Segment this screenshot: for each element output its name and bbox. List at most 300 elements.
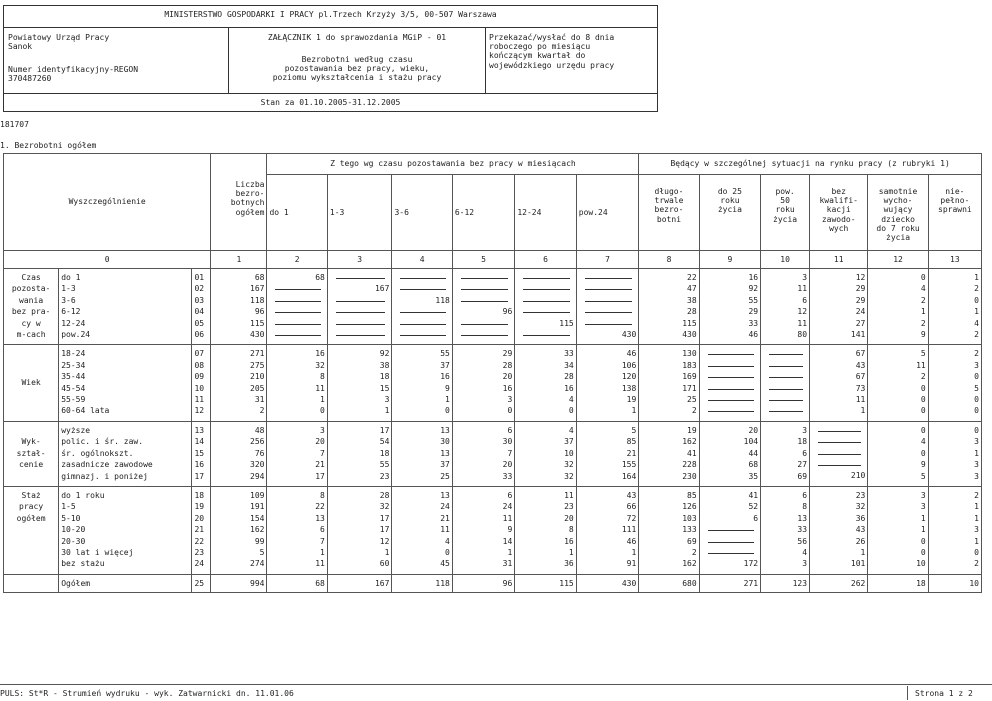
cell-value: 1 [920, 513, 926, 523]
cell-value: 183 [682, 360, 697, 370]
data-column [515, 269, 576, 345]
total-value: 96 [452, 574, 514, 592]
data-column [327, 269, 392, 345]
data-column [699, 421, 760, 486]
cell-value: 13 [797, 513, 808, 523]
cell-value: 67 [855, 349, 866, 359]
cell-value: 33 [748, 318, 759, 328]
document-code: 181707 [0, 120, 29, 129]
total-value: 271 [699, 574, 760, 592]
cell-value: 18 [379, 448, 390, 458]
cell-value: 37 [564, 437, 574, 447]
empty-value-dash [517, 329, 573, 340]
cell-value: 230 [682, 471, 697, 481]
total-value: 123 [761, 574, 810, 592]
data-column [267, 345, 327, 421]
office-name: Powiatowy Urząd Pracy Sanok [8, 33, 110, 52]
page-number: Strona 1 z 2 [915, 689, 973, 698]
total-value: 430 [576, 574, 639, 592]
cell-value: 2 [920, 295, 926, 305]
empty-value-dash [394, 283, 449, 294]
cell-value: 205 [250, 383, 265, 393]
cell-value: 12 [797, 307, 808, 317]
cell-value: 162 [682, 559, 697, 569]
cell-value: 23 [564, 502, 574, 512]
cell-value: 38 [687, 295, 697, 305]
footer-print-info: PULS: St*R - Strumień wydruku - wyk. Zatwarnicki dn. 11.01.06 [0, 689, 294, 698]
cell-value: 130 [682, 349, 697, 359]
cell-value: 2 [259, 406, 265, 416]
header-special-group: Będący w szczególnej sytuacji na rynku pracy (z rubryki 1) [639, 154, 982, 175]
cell-value: 1 [974, 513, 979, 523]
cell-value: 101 [850, 559, 866, 569]
empty-value-dash [702, 524, 758, 535]
cell-value: 126 [682, 502, 697, 512]
row-labels: do 1 1-3 3-6 6-12 12-24 pow.24 [59, 269, 192, 345]
header-special-col: do 25 roku życia [699, 175, 760, 251]
cell-value: 11 [797, 318, 808, 328]
cell-value: 34 [564, 360, 574, 370]
cell-value: 155 [621, 460, 637, 470]
cell-value: 167 [374, 284, 390, 294]
cell-value: 68 [254, 273, 265, 282]
cell-value: 3 [802, 425, 808, 435]
cell-value: 294 [250, 471, 265, 481]
cell-value: 23 [855, 490, 866, 500]
cell-value: 29 [748, 307, 759, 317]
cell-value: 11 [564, 490, 574, 500]
header-description: Wyszczególnienie [4, 154, 211, 251]
empty-value-dash [394, 318, 449, 329]
total-value: 167 [327, 574, 392, 592]
empty-value-dash [702, 383, 758, 394]
empty-value-dash [702, 394, 758, 405]
empty-value-dash [517, 306, 573, 317]
empty-value-dash [763, 394, 807, 405]
cell-value: 37 [440, 360, 450, 370]
cell-value: 115 [682, 318, 697, 328]
empty-value-dash [269, 329, 324, 340]
column-number: 2 [267, 251, 327, 269]
cell-value: 24 [855, 307, 866, 317]
footer-separator [907, 686, 908, 700]
cell-value: 9 [445, 383, 450, 393]
cell-value: 167 [250, 284, 265, 294]
column-number: 1 [211, 251, 267, 269]
empty-value-dash [269, 306, 324, 317]
column-number: 7 [576, 251, 639, 269]
data-column [576, 345, 639, 421]
cell-value: 18 [379, 372, 390, 382]
cell-value: 6 [802, 490, 808, 500]
cell-value: 2 [974, 490, 979, 500]
cell-value: 29 [855, 295, 866, 305]
empty-value-dash [579, 295, 637, 306]
empty-value-dash [763, 405, 807, 416]
cell-value: 69 [687, 536, 697, 546]
cell-value: 13 [440, 448, 450, 458]
footer-divider [0, 684, 992, 685]
cell-value: 10 [916, 559, 926, 569]
data-column [868, 269, 928, 345]
cell-value: 256 [250, 437, 265, 447]
cell-value: 7 [320, 448, 325, 458]
data-column [267, 421, 327, 486]
data-column [392, 486, 452, 574]
cell-value: 52 [748, 502, 759, 512]
data-column [639, 269, 699, 345]
cell-value: 17 [379, 513, 390, 523]
cell-value: 21 [315, 460, 325, 470]
data-column [327, 421, 392, 486]
total-value: 115 [515, 574, 576, 592]
cell-value: 12 [855, 273, 866, 282]
cell-value: 1 [568, 547, 574, 557]
cell-value: 23 [379, 471, 390, 481]
cell-value: 16 [440, 372, 450, 382]
data-column [211, 345, 267, 421]
cell-value: 3 [802, 273, 808, 282]
data-column [211, 486, 267, 574]
cell-value: 4 [568, 425, 574, 435]
data-column [576, 269, 639, 345]
empty-value-dash [812, 459, 865, 470]
empty-value-dash [579, 272, 637, 283]
cell-value: 275 [250, 360, 265, 370]
cell-value: 43 [855, 525, 866, 535]
cell-value: 17 [315, 471, 325, 481]
cell-value: 430 [621, 329, 637, 339]
cell-value: 111 [621, 525, 637, 535]
cell-value: 4 [920, 284, 926, 294]
cell-value: 271 [250, 349, 265, 359]
cell-value: 11 [855, 395, 866, 405]
cell-value: 20 [502, 372, 513, 382]
cell-value: 8 [568, 525, 574, 535]
cell-value: 85 [687, 490, 697, 500]
cell-value: 3 [920, 502, 926, 512]
empty-value-dash [702, 348, 758, 359]
cell-value: 0 [920, 383, 926, 393]
empty-value-dash [455, 295, 512, 306]
cell-value: 1 [860, 547, 866, 557]
empty-value-dash [763, 360, 807, 371]
cell-value: 29 [855, 284, 866, 294]
cell-value: 56 [797, 536, 808, 546]
data-column [639, 486, 699, 574]
cell-value: 27 [797, 460, 808, 470]
divider [485, 27, 486, 93]
attachment-description: Bezrobotni według czasu pozostawania bez pracy, wieku, poziomu wykształcenia i stażu pracy [272, 55, 442, 83]
cell-value: 36 [564, 559, 574, 569]
table-row [4, 345, 982, 421]
empty-value-dash [763, 371, 807, 382]
data-column [761, 269, 810, 345]
cell-value: 99 [254, 536, 265, 546]
cell-value: 16 [502, 383, 513, 393]
cell-value: 4 [568, 395, 574, 405]
data-column [327, 345, 392, 421]
cell-value: 8 [320, 490, 325, 500]
cell-value: 3 [974, 437, 979, 447]
cell-value: 7 [507, 448, 513, 458]
data-column [639, 421, 699, 486]
data-column [392, 345, 452, 421]
section-name: Wyk- ształ- cenie [4, 421, 59, 486]
empty-value-dash [702, 360, 758, 371]
empty-value-dash [517, 283, 573, 294]
cell-value: 1 [974, 502, 979, 512]
total-code: 25 [192, 574, 211, 592]
empty-value-dash [702, 547, 758, 558]
data-column [576, 486, 639, 574]
total-row [4, 574, 982, 592]
cell-value: 43 [626, 490, 637, 500]
header-time-group: Z tego wg czasu pozostawania bez pracy w miesiącach [267, 154, 639, 175]
column-number: 0 [4, 251, 211, 269]
cell-value: 1 [320, 395, 325, 405]
cell-value: 1 [974, 273, 979, 282]
column-number: 11 [810, 251, 868, 269]
cell-value: 0 [974, 295, 979, 305]
data-column [928, 269, 981, 345]
cell-value: 103 [682, 513, 697, 523]
column-number: 3 [327, 251, 392, 269]
empty-value-dash [763, 348, 807, 359]
cell-value: 1 [445, 395, 450, 405]
cell-value: 5 [920, 471, 926, 481]
cell-value: 16 [564, 383, 574, 393]
cell-value: 80 [797, 330, 808, 340]
cell-value: 8 [320, 372, 325, 382]
cell-value: 28 [502, 360, 513, 370]
section-name: Wiek [4, 345, 59, 421]
cell-value: 1 [320, 547, 325, 557]
cell-value: 191 [250, 502, 265, 512]
cell-value: 27 [855, 318, 866, 328]
cell-value: 3 [974, 525, 979, 535]
cell-value: 30 [502, 437, 513, 447]
cell-value: 7 [320, 536, 325, 546]
cell-value: 164 [621, 471, 637, 481]
cell-value: 118 [435, 295, 450, 305]
cell-value: 45 [440, 559, 450, 569]
cell-value: 32 [564, 471, 574, 481]
cell-value: 10 [564, 448, 574, 458]
cell-value: 5 [974, 383, 979, 393]
cell-value: 1 [507, 547, 513, 557]
total-value: 994 [211, 574, 267, 592]
empty-value-dash [269, 318, 324, 329]
total-value: 680 [639, 574, 699, 592]
cell-value: 19 [626, 395, 637, 405]
empty-value-dash [330, 272, 390, 283]
cell-value: 1 [920, 525, 926, 535]
cell-value: 48 [254, 425, 265, 435]
cell-value: 60 [379, 559, 390, 569]
cell-value: 20 [564, 513, 574, 523]
cell-value: 8 [802, 502, 808, 512]
data-column [211, 269, 267, 345]
cell-value: 11 [797, 284, 808, 294]
attachment-title: ZAŁĄCZNIK 1 do sprawozdania MGiP - 01 [267, 33, 447, 42]
header-special-col: bez kwalifi- kacji zawodo- wych [810, 175, 868, 251]
empty-value-dash [579, 318, 637, 329]
cell-value: 3 [974, 460, 979, 470]
cell-value: 6 [802, 295, 808, 305]
cell-value: 33 [797, 525, 808, 535]
table-row [4, 486, 982, 574]
cell-value: 16 [315, 349, 325, 359]
cell-value: 13 [440, 425, 450, 435]
cell-value: 1 [384, 547, 390, 557]
empty-value-dash [455, 329, 512, 340]
data-column [810, 269, 868, 345]
empty-value-dash [517, 295, 573, 306]
data-column [699, 269, 760, 345]
divider [228, 27, 229, 93]
ministry-line: MINISTERSTWO GOSPODARKI I PRACY pl.Trzech Krzyży 3/5, 00-507 Warszawa [164, 10, 497, 19]
cell-value: 1 [384, 406, 390, 416]
cell-value: 162 [250, 525, 265, 535]
cell-value: 3 [920, 490, 926, 500]
cell-value: 6 [507, 425, 513, 435]
cell-value: 0 [920, 425, 926, 435]
row-labels: do 1 roku 1-5 5-10 10-20 20-30 30 lat i więcej bez stażu [59, 486, 192, 574]
data-column [699, 486, 760, 574]
data-column [267, 486, 327, 574]
empty-value-dash [579, 306, 637, 317]
cell-value: 0 [920, 395, 926, 405]
row-labels: wyższe polic. i śr. zaw. śr. ogólnokszt. zasadnicze zawodowe gimnazj. i poniżej [59, 421, 192, 486]
cell-value: 16 [564, 536, 574, 546]
cell-value: 37 [440, 460, 450, 470]
cell-value: 6 [320, 525, 325, 535]
cell-value: 22 [315, 502, 325, 512]
column-number: 8 [639, 251, 699, 269]
data-column [452, 345, 514, 421]
cell-value: 210 [250, 372, 265, 382]
report-period: Stan za 01.10.2005-31.12.2005 [260, 98, 401, 107]
column-number: 12 [868, 251, 928, 269]
cell-value: 138 [621, 383, 637, 393]
cell-value: 6 [802, 448, 808, 458]
cell-value: 21 [440, 513, 450, 523]
data-column [392, 421, 452, 486]
data-column [392, 269, 452, 345]
table-row [4, 269, 982, 345]
header-special-col: nie- pełno- sprawni [928, 175, 981, 251]
cell-value: 9 [920, 460, 926, 470]
cell-value: 92 [379, 349, 390, 359]
header-time-col: pow.24 [576, 175, 639, 251]
total-value: 18 [868, 574, 928, 592]
cell-value: 2 [920, 372, 926, 382]
cell-value: 76 [254, 448, 265, 458]
cell-value: 68 [315, 273, 325, 282]
column-number: 4 [392, 251, 452, 269]
column-number: 5 [452, 251, 514, 269]
cell-value: 24 [440, 502, 450, 512]
data-column [928, 345, 981, 421]
cell-value: 32 [379, 502, 390, 512]
cell-value: 31 [254, 395, 265, 405]
empty-value-dash [394, 329, 449, 340]
cell-value: 210 [850, 471, 866, 481]
cell-value: 1 [631, 406, 637, 416]
cell-value: 0 [974, 547, 979, 557]
cell-value: 3 [320, 425, 325, 435]
cell-value: 38 [379, 360, 390, 370]
cell-value: 55 [748, 295, 759, 305]
cell-value: 11 [440, 525, 450, 535]
cell-value: 6 [507, 490, 513, 500]
cell-value: 5 [259, 547, 265, 557]
cell-value: 55 [379, 460, 390, 470]
cell-value: 0 [445, 547, 450, 557]
cell-value: 66 [626, 502, 637, 512]
cell-value: 19 [687, 425, 697, 435]
row-codes: 07 08 09 10 11 12 [192, 345, 211, 421]
cell-value: 22 [687, 273, 697, 282]
cell-value: 3 [802, 559, 808, 569]
cell-value: 2 [920, 318, 926, 328]
cell-value: 0 [920, 547, 926, 557]
cell-value: 54 [379, 437, 390, 447]
header-time-col: 12-24 [515, 175, 576, 251]
cell-value: 2 [974, 349, 979, 359]
cell-value: 154 [250, 513, 265, 523]
data-column [868, 345, 928, 421]
cell-value: 9 [920, 330, 926, 340]
cell-value: 67 [855, 372, 866, 382]
cell-value: 55 [440, 349, 450, 359]
cell-value: 9 [507, 525, 513, 535]
cell-value: 3 [507, 395, 513, 405]
cell-value: 47 [687, 284, 697, 294]
header-time-col: 1-3 [327, 175, 392, 251]
row-codes: 13 14 15 16 17 [192, 421, 211, 486]
cell-value: 115 [559, 318, 574, 328]
cell-value: 2 [974, 284, 979, 294]
total-value: 118 [392, 574, 452, 592]
empty-value-dash [812, 436, 865, 447]
unemployed-table [3, 153, 982, 593]
empty-value-dash [517, 272, 573, 283]
section-title: 1. Bezrobotni ogółem [0, 141, 97, 150]
cell-value: 35 [748, 471, 759, 481]
empty-value-dash [330, 318, 390, 329]
data-column [639, 345, 699, 421]
empty-value-dash [455, 272, 512, 283]
submission-instructions: Przekazać/wysłać do 8 dnia roboczego po miesiącu kończącym kwartał do wojewódzkiego urzędu pracy [489, 33, 615, 70]
divider [4, 27, 657, 28]
section-name: Czas pozosta- wania bez pra- cy w m-cach [4, 269, 59, 345]
empty-value-dash [455, 318, 512, 329]
empty-value-dash [702, 405, 758, 416]
cell-value: 46 [626, 349, 637, 359]
cell-value: 109 [250, 490, 265, 500]
empty-value-dash [455, 283, 512, 294]
cell-value: 13 [440, 490, 450, 500]
cell-value: 3 [384, 395, 390, 405]
cell-value: 92 [748, 284, 759, 294]
empty-value-dash [812, 448, 865, 459]
row-codes: 18 19 20 21 22 23 24 [192, 486, 211, 574]
regon-number: Numer identyfikacyjny-REGON 370487260 [8, 65, 139, 84]
data-column [515, 421, 576, 486]
empty-value-dash [269, 283, 324, 294]
